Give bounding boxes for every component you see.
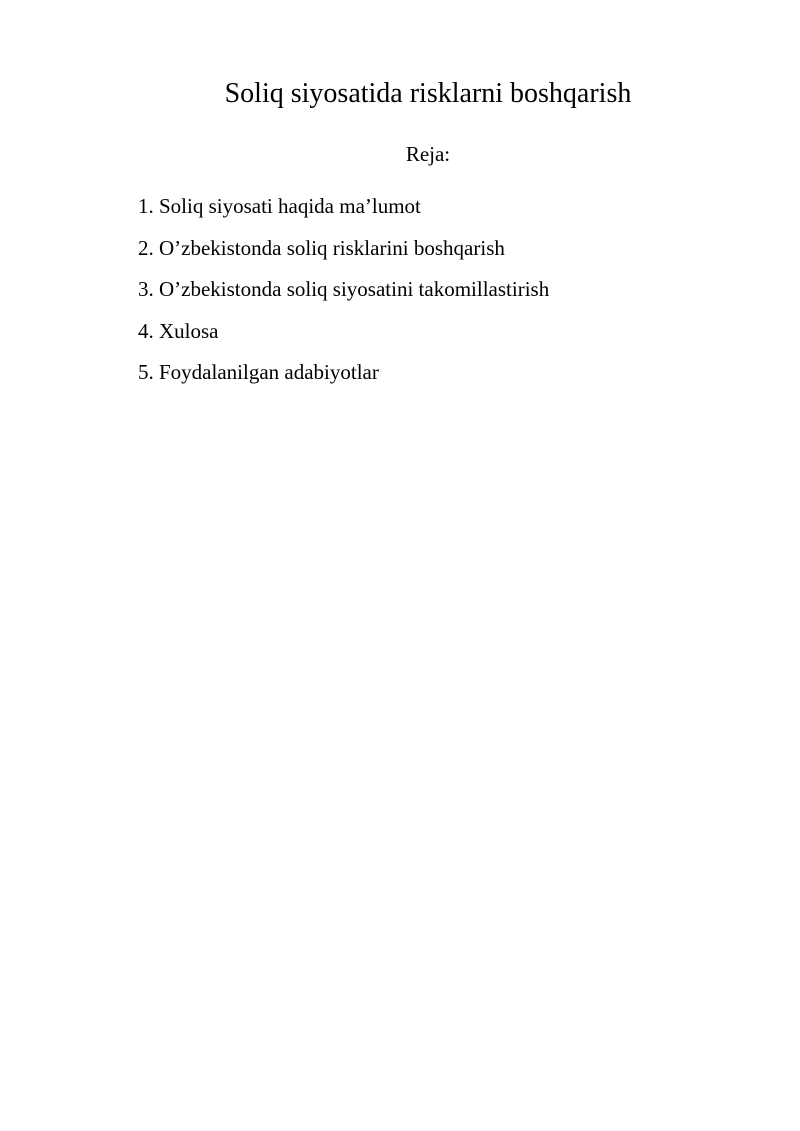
plan-item-4: 4. Xulosa: [138, 318, 219, 343]
plan-item-2: 2. O’zbekistonda soliq risklarini boshqarish: [138, 235, 505, 260]
plan-heading: Reja:: [405, 142, 451, 166]
document-title: Soliq siyosatida risklarni boshqarish: [224, 78, 632, 109]
plan-item-5: 5. Foydalanilgan adabiyotlar: [138, 360, 379, 384]
plan-item-1: 1. Soliq siyosati haqida ma’lumot: [138, 194, 421, 218]
plan-list: [138, 192, 758, 400]
plan-item-3: 3. O’zbekistonda soliq siyosatini takomillastirish: [138, 277, 550, 301]
